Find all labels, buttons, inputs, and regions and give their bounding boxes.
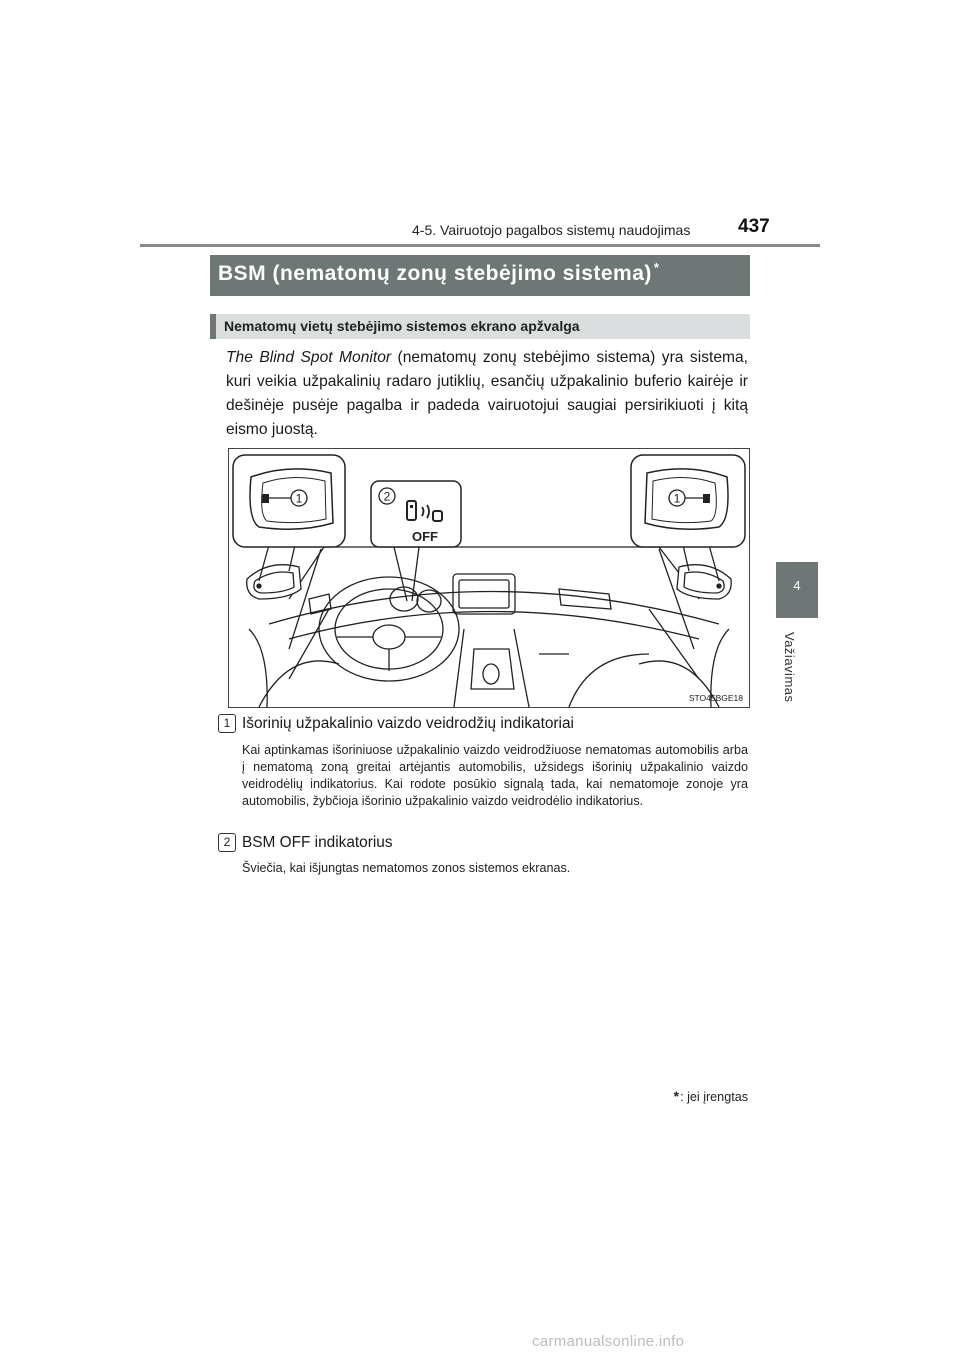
chapter-number: 4 <box>793 578 801 593</box>
footnote <box>674 1088 748 1104</box>
page-number: 437 <box>738 216 770 237</box>
callout-center: 2 <box>383 489 391 504</box>
dashboard-figure <box>228 448 750 708</box>
chapter-label: Važiavimas <box>782 632 797 703</box>
header-section-title: 4-5. Vairuotojo pagalbos sistemų naudojimas <box>412 222 691 238</box>
title-footnote-marker: * <box>653 260 660 275</box>
subsection-accent <box>210 314 216 339</box>
bsm-off-label: OFF <box>412 529 438 544</box>
item-title-1: Išorinių užpakalinio vaizdo veidrodžių indikatoriai <box>242 715 574 732</box>
item-number-1: 1 <box>218 714 236 733</box>
intro-italic-lead: The Blind Spot Monitor <box>226 349 392 366</box>
figure-code: STO45BGE18 <box>688 693 743 703</box>
footnote-marker: * <box>673 1088 680 1104</box>
item-number-2: 2 <box>218 833 236 852</box>
section-title-text: BSM (nematomų zonų stebėjimo sistema) <box>218 262 652 285</box>
intro-text: (nematomų zonų stebėjimo sistema) yra sistema, kuri veikia užpakalinių radaro jutiklių, esančių užpakalinio buferio kairėje ir dešinėje pusėje pagalba ir padeda vairuotojui saugiai persirikiuoti į kitą eismo juostą. <box>226 349 748 438</box>
dashboard-illustration <box>229 449 749 707</box>
callout-left: 1 <box>295 491 303 506</box>
item-description-2: Šviečia, kai išjungtas nematomos zonos sistemos ekranas. <box>242 861 571 875</box>
item-title-2: BSM OFF indikatorius <box>242 834 393 851</box>
intro-paragraph <box>226 346 748 442</box>
watermark: carmanualsonline.info <box>532 1333 685 1350</box>
subsection-title: Nematomų vietų stebėjimo sistemos ekrano apžvalga <box>224 318 580 334</box>
item-description-1: Kai aptinkamas išoriniuose užpakalinio vaizdo veidrodžiuose nematomas automobilis arba į nematomą zoną greitai artėjantis automobilis, užsidegs išorinių užpakalinio vaizdo veidrodėlių indikatorius. Kai rodote posūkio signalą tada, kai nematomoje zonoje yra automobilis, žybčioja išorinio užpakalinio vaizdo veidrodėlio indikatorius. <box>242 743 748 808</box>
footnote-text: : jei įrengtas <box>680 1090 748 1104</box>
header-divider <box>140 244 820 247</box>
section-title <box>218 262 659 286</box>
callout-right: 1 <box>673 491 681 506</box>
